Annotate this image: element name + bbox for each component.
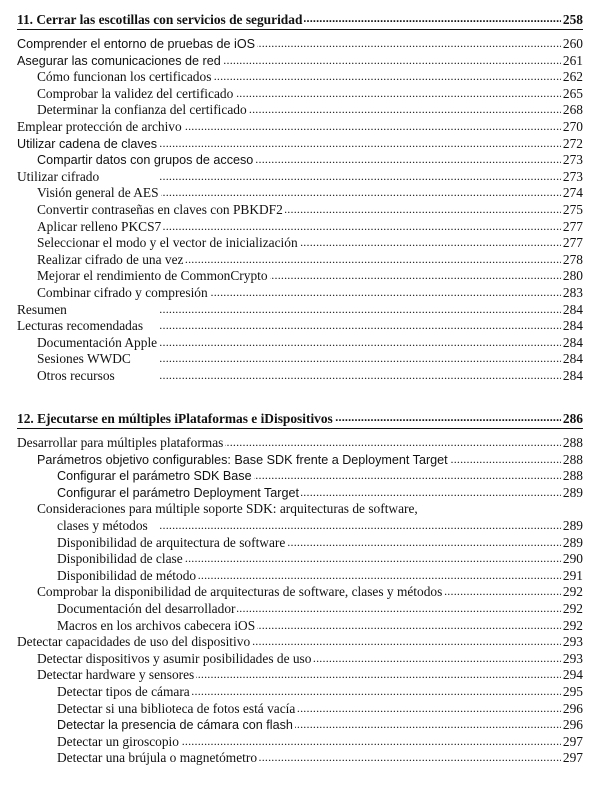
chapter-12-section — [17, 409, 583, 767]
leader-dots — [301, 485, 561, 502]
toc-entry[interactable] — [17, 351, 583, 368]
leader-dots — [181, 734, 561, 751]
page-number: 292 — [562, 600, 583, 616]
page-number: 284 — [562, 351, 583, 367]
page-number: 260 — [562, 36, 583, 51]
toc-entry[interactable] — [17, 102, 583, 119]
entry-title: Disponibilidad de clase — [57, 551, 183, 567]
page-number: 292 — [562, 617, 583, 633]
entry-title: Documentación del desarrollador — [57, 600, 236, 616]
toc-entry[interactable] — [17, 335, 583, 352]
entry-title: Detectar un giroscopio — [57, 733, 179, 749]
leader-dots — [210, 285, 561, 302]
entry-title: Seleccionar el modo y el vector de inicialización — [37, 235, 298, 251]
chapter-title: 11. Cerrar las escotillas con servicios de seguridad — [17, 12, 303, 27]
page-number: 265 — [562, 85, 583, 101]
toc-entry[interactable] — [17, 435, 583, 452]
leader-dots — [159, 136, 561, 153]
leader-dots — [101, 169, 561, 186]
leader-dots — [163, 219, 561, 236]
toc-entry[interactable] — [17, 302, 583, 319]
entry-title: Comprender el entorno de pruebas de iOS — [17, 37, 256, 51]
leader-dots — [159, 335, 561, 352]
entry-title: Detectar dispositivos y asumir posibilidades de uso — [37, 650, 312, 666]
page-number: 288 — [562, 468, 583, 484]
entry-title: Convertir contraseñas en claves con PBKDF2 — [37, 201, 283, 217]
entry-title: Consideraciones para múltiple soporte SDK: arquitecturas de software, — [37, 501, 418, 517]
leader-dots — [287, 535, 561, 552]
entry-title: Disponibilidad de método — [57, 567, 197, 583]
toc-entry[interactable] — [17, 568, 583, 585]
page-number: 293 — [562, 634, 583, 650]
entry-title: Disponibilidad de arquitectura de software — [57, 534, 286, 550]
page-number: 297 — [562, 750, 583, 766]
entry-title: Detectar una brújula o magnetómetro — [57, 750, 258, 766]
entry-title: Utilizar cifrado — [17, 168, 100, 184]
leader-dots — [285, 202, 561, 219]
entry-title: Determinar la confianza del certificado — [37, 102, 247, 118]
page-number: 286 — [562, 411, 583, 426]
toc-entry[interactable] — [17, 235, 583, 252]
entry-title: Comprobar la disponibilidad de arquitecturas de software, clases y métodos — [37, 584, 443, 600]
chapter-11-heading[interactable] — [17, 10, 583, 30]
page-number: 288 — [562, 435, 583, 450]
leader-dots — [304, 12, 561, 29]
leader-dots — [198, 568, 561, 585]
leader-dots — [255, 152, 561, 169]
leader-dots — [249, 102, 561, 119]
leader-dots — [161, 185, 561, 202]
page-number: 284 — [562, 318, 583, 334]
page-number: 291 — [562, 567, 583, 583]
toc-entry[interactable] — [17, 285, 583, 302]
leader-dots — [252, 634, 561, 651]
page-number: 289 — [562, 534, 583, 550]
entry-title: Utilizar cadena de claves — [17, 136, 158, 151]
leader-dots — [145, 318, 561, 335]
chapter-12-entries — [17, 435, 583, 767]
leader-dots — [300, 235, 561, 252]
page-number: 277 — [562, 218, 583, 234]
leader-dots — [196, 667, 561, 684]
leader-dots — [133, 351, 561, 368]
leader-dots — [184, 119, 561, 136]
leader-dots — [185, 551, 561, 568]
toc-entry[interactable] — [17, 717, 583, 734]
chapter-12-heading[interactable] — [17, 409, 583, 429]
entry-title: Detectar hardware y sensores — [37, 667, 195, 683]
toc-entry[interactable] — [17, 136, 583, 153]
toc-entry-continuation[interactable] — [17, 518, 583, 535]
entry-title: Asegurar las comunicaciones de red — [17, 53, 221, 68]
entry-title: Visión general de AES — [37, 185, 159, 201]
toc-entry[interactable] — [17, 202, 583, 219]
page-number: 268 — [562, 102, 583, 118]
leader-dots — [150, 518, 561, 535]
page-number: 261 — [562, 52, 583, 68]
entry-title: Configurar el parámetro Deployment Target — [57, 485, 299, 500]
entry-title: Cómo funcionan los certificados — [37, 69, 212, 85]
toc-entry[interactable] — [17, 701, 583, 718]
entry-title: Configurar el parámetro SDK Base — [57, 469, 252, 484]
toc-entry[interactable] — [17, 618, 583, 635]
page-number: 280 — [562, 268, 583, 284]
chapter-title: 12. Ejecutarse en múltiples iPlataformas e iDispositivos — [17, 411, 333, 426]
toc-entry[interactable] — [17, 452, 583, 469]
leader-dots — [237, 601, 560, 618]
toc-entry[interactable] — [17, 185, 583, 202]
leader-dots — [257, 36, 561, 53]
leader-dots — [257, 618, 561, 635]
page-number: 284 — [562, 301, 583, 317]
toc-entry[interactable] — [17, 86, 583, 103]
page-number: 275 — [562, 201, 583, 217]
page-number: 290 — [562, 551, 583, 567]
toc-entry[interactable] — [17, 36, 583, 53]
entry-title: Desarrollar para múltiples plataformas — [17, 435, 224, 450]
leader-dots — [117, 368, 561, 385]
entry-title: Detectar capacidades de uso del dispositivo — [17, 634, 251, 650]
entry-title: Detectar la presencia de cámara con flash — [57, 718, 293, 733]
page-number: 293 — [562, 650, 583, 666]
toc-entry[interactable] — [17, 601, 583, 618]
toc-entry[interactable] — [17, 535, 583, 552]
entry-title: Resumen — [17, 301, 67, 317]
page-number: 273 — [562, 152, 583, 168]
page-number: 272 — [562, 135, 583, 151]
toc-entry[interactable] — [17, 684, 583, 701]
toc-entry[interactable] — [17, 252, 583, 269]
toc-entry[interactable] — [17, 651, 583, 668]
entry-title: Emplear protección de archivo — [17, 118, 182, 134]
page-number: 292 — [562, 584, 583, 600]
page-number: 258 — [562, 12, 583, 27]
chapter-11-entries — [17, 36, 583, 384]
toc-entry[interactable] — [17, 152, 583, 169]
page-number: 295 — [562, 683, 583, 699]
page-number: 289 — [562, 517, 583, 533]
toc-entry[interactable] — [17, 667, 583, 684]
page-number: 284 — [562, 367, 583, 383]
entry-title: Compartir datos con grupos de acceso — [37, 153, 254, 168]
page-number: 294 — [562, 667, 583, 683]
page-number: 270 — [562, 118, 583, 134]
toc-entry[interactable] — [17, 584, 583, 601]
toc-entry[interactable] — [17, 368, 583, 385]
leader-dots — [335, 411, 561, 428]
entry-title: Sesiones WWDC — [37, 351, 131, 367]
leader-dots — [225, 435, 561, 452]
page-number: 274 — [562, 185, 583, 201]
page-number: 262 — [562, 69, 583, 85]
chapter-11-section — [17, 10, 583, 384]
page-number: 283 — [562, 284, 583, 300]
entry-title: Mejorar el rendimiento de CommonCrypto — [37, 268, 268, 284]
page-number: 288 — [562, 451, 583, 467]
page-number: 297 — [562, 733, 583, 749]
page-number: 289 — [562, 484, 583, 500]
leader-dots — [270, 268, 561, 285]
toc-entry[interactable] — [17, 485, 583, 502]
page-number: 273 — [562, 168, 583, 184]
leader-dots — [297, 701, 561, 718]
toc-entry[interactable] — [17, 468, 583, 485]
leader-dots — [235, 86, 561, 103]
entry-title: Comprobar la validez del certificado — [37, 85, 234, 101]
entry-title: Otros recursos — [37, 367, 115, 383]
page-number: 284 — [562, 334, 583, 350]
leader-dots — [444, 584, 561, 601]
page-number: 296 — [562, 717, 583, 733]
leader-dots — [259, 750, 561, 767]
entry-title: Parámetros objetivo configurables: Base SDK frente a Deployment Target — [37, 452, 448, 467]
toc-entry[interactable] — [17, 69, 583, 86]
page-number: 296 — [562, 700, 583, 716]
toc-entry[interactable] — [17, 501, 583, 518]
entry-title: Detectar si una biblioteca de fotos está vacía — [57, 700, 296, 716]
entry-title: Documentación Apple — [37, 334, 158, 350]
leader-dots — [295, 717, 561, 734]
leader-dots — [313, 651, 560, 668]
toc-entry[interactable] — [17, 551, 583, 568]
leader-dots — [192, 684, 561, 701]
toc-entry[interactable] — [17, 119, 583, 136]
entry-title: Realizar cifrado de una vez — [37, 251, 184, 267]
toc-entry[interactable] — [17, 318, 583, 335]
entry-title: Lecturas recomendadas — [17, 318, 144, 334]
toc-entry[interactable] — [17, 750, 583, 767]
entry-title: Macros en los archivos cabecera iOS — [57, 617, 256, 633]
leader-dots — [450, 452, 561, 469]
page-number: 278 — [562, 251, 583, 267]
leader-dots — [185, 252, 560, 269]
toc-entry[interactable] — [17, 219, 583, 236]
toc-entry[interactable] — [17, 634, 583, 651]
entry-title: clases y métodos — [57, 517, 148, 533]
leader-dots — [69, 302, 561, 319]
leader-dots — [213, 69, 561, 86]
entry-title: Detectar tipos de cámara — [57, 683, 190, 699]
leader-dots — [254, 468, 561, 485]
toc-entry[interactable] — [17, 734, 583, 751]
toc-entry[interactable] — [17, 268, 583, 285]
entry-title: Aplicar relleno PKCS7 — [37, 218, 162, 234]
toc-entry[interactable] — [17, 53, 583, 70]
leader-dots — [223, 53, 561, 70]
toc-entry[interactable] — [17, 169, 583, 186]
entry-title: Combinar cifrado y compresión — [37, 284, 208, 300]
page-number: 277 — [562, 235, 583, 251]
